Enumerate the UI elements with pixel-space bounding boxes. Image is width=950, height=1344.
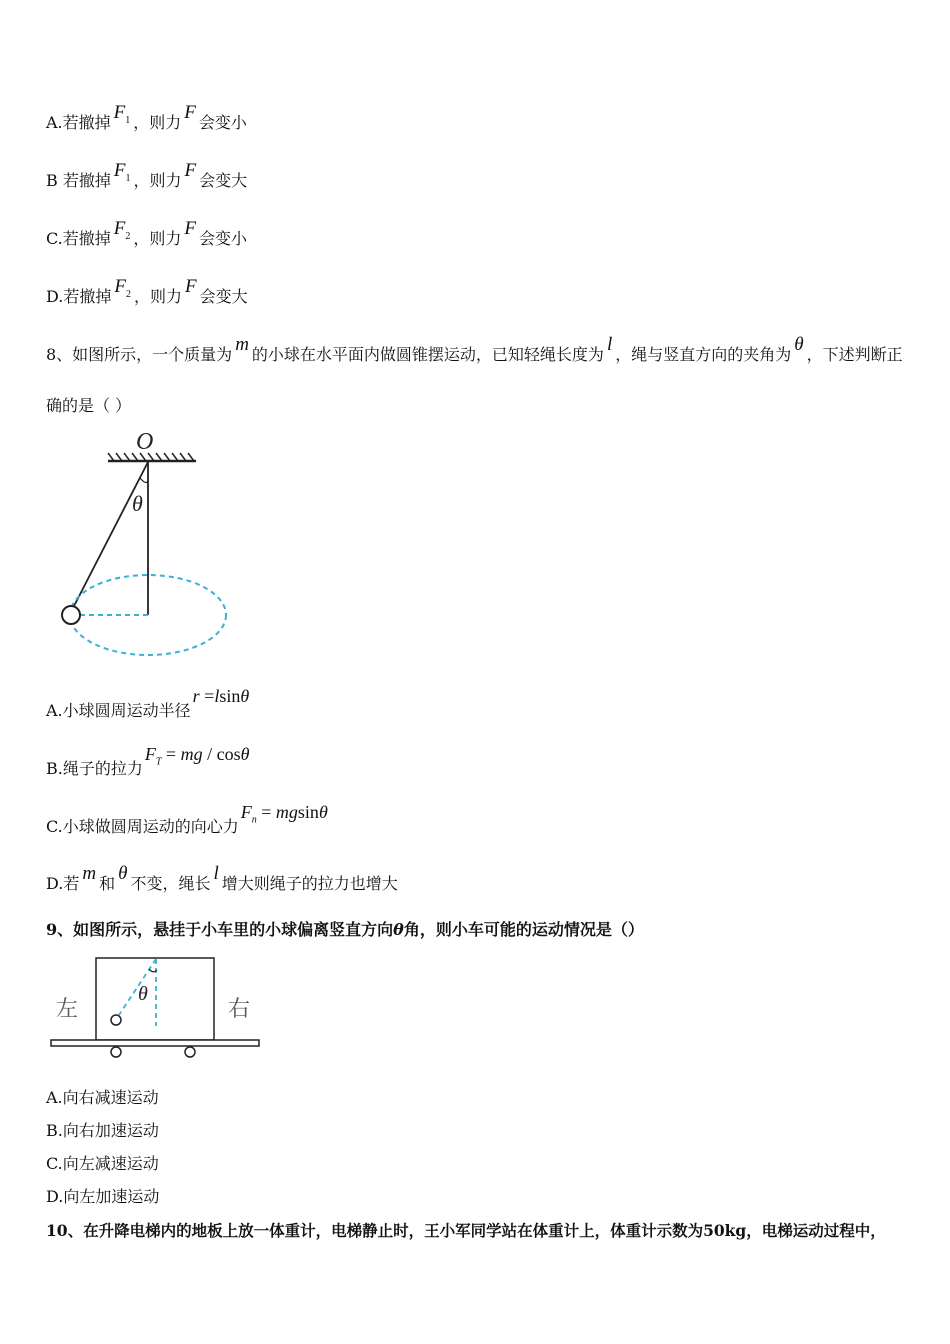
q8-option-d <box>46 863 398 894</box>
option-text: ，则力 <box>133 171 182 190</box>
option-text: A.小球圆周运动半径 <box>46 701 191 720</box>
right-label: 右 <box>228 996 251 1021</box>
ball-circle <box>62 606 80 624</box>
option-text: B.绳子的拉力 <box>46 759 143 778</box>
q7-option-c <box>46 218 248 257</box>
cart-figure <box>46 952 266 1064</box>
math-m: m <box>235 334 249 355</box>
option-text: ，则力 <box>133 113 182 132</box>
math-formula: $F_n = mgsin\theta$ <box>240 802 328 826</box>
math-f1: $F_1$ <box>113 160 131 184</box>
q10-stem <box>46 1221 886 1241</box>
q8-option-c <box>46 802 330 845</box>
math-theta: θ <box>118 863 128 884</box>
option-text: 不变，绳长 <box>130 874 211 893</box>
left-label: 左 <box>56 996 79 1021</box>
wheel-right <box>185 1047 195 1057</box>
math-f2: $F_2$ <box>113 218 131 242</box>
stem-text: ，绳与竖直方向的夹角为 <box>615 345 792 364</box>
option-text: ，则力 <box>133 229 182 248</box>
option-text: 会变小 <box>199 229 248 248</box>
option-text: 会变大 <box>199 287 248 306</box>
option-text: 会变大 <box>199 171 248 190</box>
math-f2: $F_2$ <box>114 276 131 300</box>
math-l: l <box>606 334 613 355</box>
q9-option-d: D.向左加速运动 <box>46 1187 160 1206</box>
conical-pendulum-figure <box>50 425 250 665</box>
q7-option-a <box>46 102 247 141</box>
math-l: l <box>213 863 219 884</box>
stem-text: ，下述判断正 <box>806 345 903 364</box>
math-formula: r =lsinθ <box>192 686 250 706</box>
theta-label: θ <box>138 983 148 1005</box>
math-f: F <box>184 102 196 123</box>
math-m: m <box>82 863 97 884</box>
q9-stem <box>46 920 644 940</box>
math-f: F <box>184 276 197 297</box>
q8-stem-line1 <box>46 334 903 365</box>
stem-text: 的小球在水平面内做圆锥摆运动，已知轻绳长度为 <box>251 345 604 364</box>
math-theta: θ <box>393 920 404 939</box>
q7-option-b <box>46 160 248 199</box>
q8-option-a <box>46 686 251 721</box>
option-text: B 若撤掉 <box>46 171 111 190</box>
option-text: D.若 <box>46 874 80 893</box>
option-text: 会变小 <box>198 113 247 132</box>
option-text: ，则力 <box>133 287 182 306</box>
q9-option-c: C.向左减速运动 <box>46 1154 159 1173</box>
string-line <box>73 462 148 608</box>
math-formula: $F_T$ = mg / cosθ <box>144 744 250 768</box>
q8-option-b <box>46 744 251 787</box>
stem-text: ，电梯运动过程中， <box>746 1221 886 1240</box>
stem-text: 8、如图所示，一个质量为 <box>46 345 233 364</box>
q7-option-d <box>46 276 248 315</box>
q9-option-b: B.向右加速运动 <box>46 1121 159 1140</box>
stem-text: 角，则小车可能的运动情况是（） <box>403 920 644 939</box>
pivot-label-o: O <box>136 429 154 455</box>
option-text: C.小球做圆周运动的向心力 <box>46 817 239 836</box>
ball-circle <box>111 1015 121 1025</box>
math-f: F <box>184 160 197 181</box>
theta-label: θ <box>132 491 143 516</box>
theta-arc <box>140 478 148 482</box>
stem-text: 9、如图所示，悬挂于小车里的小球偏离竖直方向 <box>46 920 394 939</box>
wheel-left <box>111 1047 121 1057</box>
math-theta: θ <box>794 334 804 355</box>
option-text: 和 <box>99 874 116 893</box>
cart-body <box>96 958 214 1040</box>
weight-value: 50kg <box>703 1221 747 1240</box>
math-f1: $F_1$ <box>113 102 131 126</box>
math-f: F <box>184 218 196 239</box>
stem-text: 10、在升降电梯内的地板上放一体重计，电梯静止时，王小军同学站在体重计上，体重计示数为 <box>46 1221 704 1240</box>
cart-base <box>51 1040 259 1046</box>
option-text: 增大则绳子的拉力也增大 <box>221 874 398 893</box>
option-text: D.若撤掉 <box>46 287 112 306</box>
q9-option-a: A.向右减速运动 <box>46 1088 159 1107</box>
option-text: A.若撤掉 <box>46 113 111 132</box>
q8-stem-line2: 确的是（ ） <box>46 396 132 415</box>
option-text: C.若撤掉 <box>46 229 111 248</box>
